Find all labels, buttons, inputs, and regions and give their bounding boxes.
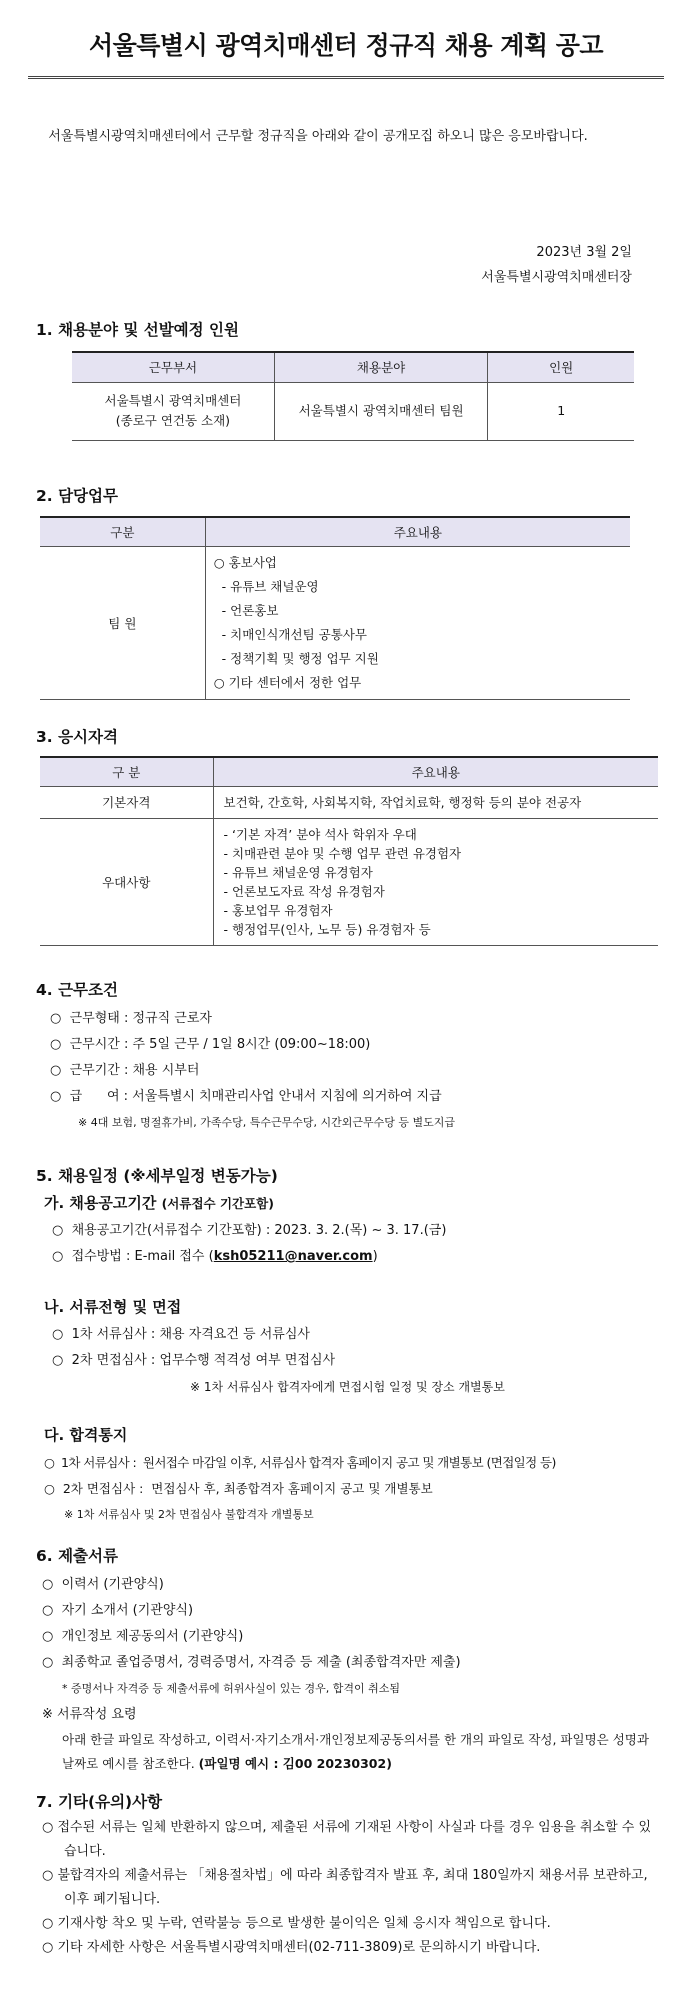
date-block <box>481 240 632 290</box>
section-7-heading: 7. 기타(유의)사항 <box>36 1793 163 1811</box>
list-item: ○ 기재사항 착오 및 누락, 연락불능 등으로 발생한 불이익은 일체 응시자 책임으로 합니다. <box>42 1916 551 1931</box>
list-item: ○ 불합격자의 제출서류는 「채용절차법」에 따라 최종합격자 발표 후, 최대 180일까지 채용서류 보관하고, 이후 폐기됩니다. <box>42 1868 648 1907</box>
role-cell: 팀 원 <box>40 546 205 699</box>
qualification-table <box>40 756 658 946</box>
note: * 증명서나 자격증 등 제출서류에 허위사실이 있는 경우, 합격이 취소됨 <box>62 1682 400 1695</box>
dept-cell: 서울특별시 광역치매센터 (종로구 연건동 소재) <box>72 382 274 440</box>
list-item: ○ 접수된 서류는 일체 반환하지 않으며, 제출된 서류에 기재된 사항이 사실과 다를 경우 임용을 취소할 수 있습니다. <box>42 1820 652 1859</box>
list-item: ○ 근무시간 : 주 5일 근무 / 1일 8시간 (09:00~18:00) <box>50 1037 371 1052</box>
schedule-ga <box>52 1218 446 1270</box>
list-item: ○ 1차 서류심사 : 채용 자격요건 등 서류심사 <box>52 1327 310 1342</box>
page-title: 서울특별시 광역치매센터 정규직 채용 계획 공고 <box>88 31 604 60</box>
guide-text: 아래 한글 파일로 작성하고, 이력서·자기소개서·개인정보제공동의서를 한 개의 파일로 작성, 파일명은 성명과 날짜로 예시를 참조한다. (파일명 예시 : 김00 20230302) <box>62 1732 649 1771</box>
duty-table <box>40 516 630 700</box>
sub-heading-na: 나. 서류전형 및 면접 <box>44 1298 182 1316</box>
list-item: ○ 근무기간 : 채용 시부터 <box>50 1063 200 1078</box>
col-header: 구분 <box>40 517 205 546</box>
list-item: - 언론보도자료 작성 유경험자 <box>223 883 385 899</box>
list-item: - 치매관련 분야 및 수행 업무 관련 유경험자 <box>223 845 462 861</box>
list-item: ○ 급 여 : 서울특별시 치매관리사업 안내서 지침에 의거하여 지급 <box>50 1089 442 1104</box>
col-header: 채용분야 <box>274 352 488 382</box>
list-item: ○ 2차 면접심사 : 면접심사 후, 최종합격자 홈페이지 공고 및 개별통보 <box>44 1481 433 1496</box>
section-1-heading: 1. 채용분야 및 선발예정 인원 <box>36 321 239 339</box>
list-item: ○ 자기 소개서 (기관양식) <box>42 1603 194 1618</box>
pref-label: 우대사항 <box>40 818 213 945</box>
list-item: - 언론홍보 <box>213 602 279 618</box>
sub-heading-ga: 가. 채용공고기간 (서류접수 기간포함) <box>44 1194 274 1212</box>
table-row <box>40 546 630 699</box>
list-item: ○ 2차 면접심사 : 업무수행 적격성 여부 면접심사 <box>52 1353 336 1368</box>
list-item: - ‘기본 자격’ 분야 석사 학위자 우대 <box>223 826 417 842</box>
schedule-na <box>52 1322 505 1400</box>
note: ※ 4대 보험, 명절휴가비, 가족수당, 특수근무수당, 시간외근무수당 등 별도지급 <box>78 1116 455 1129</box>
list-item: ○ 근무형태 : 정규직 근로자 <box>50 1011 212 1026</box>
documents-list <box>42 1572 656 1776</box>
table-row <box>40 818 658 945</box>
notes-list <box>42 1816 658 1960</box>
pref-list <box>213 818 658 945</box>
list-item: ○ 개인정보 제공동의서 (기관양식) <box>42 1629 244 1644</box>
list-item: ○ 홍보사업 <box>213 554 277 570</box>
schedule-da <box>44 1450 556 1528</box>
list-item: - 치매인식개선팀 공통사무 <box>213 626 367 642</box>
section-3-heading: 3. 응시자격 <box>36 728 118 746</box>
list-item: - 홍보업무 유경험자 <box>223 902 333 918</box>
sub-heading-da: 다. 합격통지 <box>44 1426 128 1444</box>
count-cell: 1 <box>488 382 634 440</box>
col-header: 주요내용 <box>205 517 630 546</box>
col-header: 주요내용 <box>213 757 658 786</box>
col-header: 근무부서 <box>72 352 274 382</box>
basic-value: 보건학, 간호학, 사회복지학, 작업치료학, 행정학 등의 분야 전공자 <box>213 786 658 818</box>
list-item: - 행정업무(인사, 노무 등) 유경험자 등 <box>223 921 431 937</box>
section-2-heading: 2. 담당업무 <box>36 487 118 505</box>
table-row <box>40 786 658 818</box>
list-item: - 유튜브 채널운영 <box>213 578 319 594</box>
field-cell: 서울특별시 광역치매센터 팀원 <box>274 382 488 440</box>
col-header: 인원 <box>488 352 634 382</box>
duty-list <box>205 546 630 699</box>
section-5-heading: 5. 채용일정 (※세부일정 변동가능) <box>36 1167 278 1185</box>
list-item: ○ 최종학교 졸업증명서, 경력증명서, 자격증 등 제출 (최종합격자만 제출) <box>42 1655 461 1670</box>
basic-label: 기본자격 <box>40 786 213 818</box>
recruit-table <box>72 351 634 441</box>
section-6-heading: 6. 제출서류 <box>36 1547 118 1565</box>
work-conditions <box>50 1006 455 1136</box>
list-item: ○ 기타 자세한 사항은 서울특별시광역치매센터(02-711-3809)로 문의하시기 바랍니다. <box>42 1940 541 1955</box>
list-item: - 정책기획 및 행정 업무 지원 <box>213 650 379 666</box>
intro-text: 서울특별시광역치매센터에서 근무할 정규직을 아래와 같이 공개모집 하오니 많은 응모바랍니다. <box>48 129 588 144</box>
announce-date: 2023년 3월 2일 <box>536 245 632 260</box>
issuer: 서울특별시광역치매센터장 <box>481 270 632 285</box>
col-header: 구 분 <box>40 757 213 786</box>
table-row <box>72 382 634 440</box>
list-item: ○ 1차 서류심사 : 원서접수 마감일 이후, 서류심사 합격자 홈페이지 공고 및 개별통보 (면접일정 등) <box>44 1455 556 1470</box>
list-item: ○ 기타 센터에서 정한 업무 <box>213 674 362 690</box>
list-item: ○ 이력서 (기관양식) <box>42 1577 164 1592</box>
note: ※ 1차 서류심사 합격자에게 면접시험 일정 및 장소 개별통보 <box>190 1380 505 1394</box>
list-item: - 유튜브 채널운영 유경험자 <box>223 864 373 880</box>
note: ※ 1차 서류심사 및 2차 면접심사 불합격자 개별통보 <box>64 1508 314 1521</box>
list-item: ○ 채용공고기간(서류접수 기간포함) : 2023. 3. 2.(목) ~ 3. 17.(금) <box>52 1223 447 1238</box>
section-4-heading: 4. 근무조건 <box>36 981 118 999</box>
list-item: ○ 접수방법 : E-mail 접수 (ksh05211@naver.com) <box>52 1249 378 1264</box>
title-box <box>28 12 664 79</box>
email-link[interactable]: ksh05211@naver.com <box>213 1249 373 1264</box>
guide-title: ※ 서류작성 요령 <box>42 1707 137 1722</box>
